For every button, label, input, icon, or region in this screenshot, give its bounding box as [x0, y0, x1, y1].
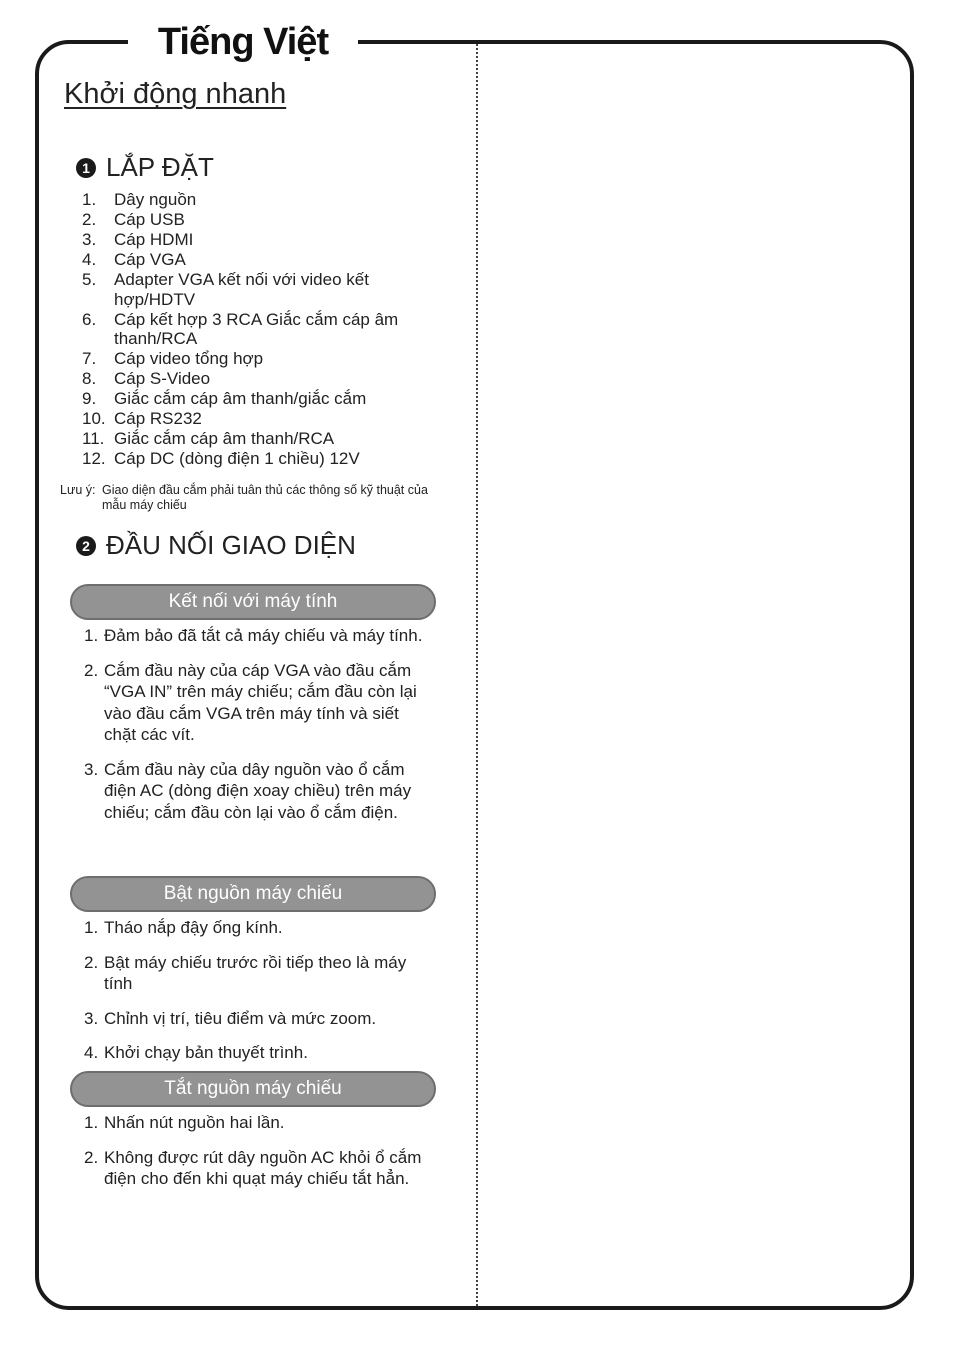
section-heading-interface: [76, 530, 356, 561]
page-heading: Khởi động nhanh: [64, 78, 287, 110]
list-item: 1. Tháo nắp đậy ống kính.: [84, 918, 283, 937]
list-item: 1. Nhấn nút nguồn hai lần.: [84, 1113, 285, 1132]
group-header-power-off: Tắt nguồn máy chiếu: [70, 1071, 436, 1107]
list-item: 2. Cáp USB: [82, 210, 185, 229]
list-item: 3. Chỉnh vị trí, tiêu điểm và mức zoom.: [84, 1008, 377, 1028]
cable-list: [82, 190, 452, 469]
list-item: 10. Cáp RS232: [82, 409, 202, 428]
note-label: Lưu ý:: [60, 483, 96, 497]
list-item: 6. Cáp kết hợp 3 RCA Giắc cắm cáp âm thanh/RCA: [82, 309, 399, 348]
list-item: 3. Cáp HDMI: [82, 230, 194, 249]
installation-note: [60, 483, 450, 513]
list-item: 7. Cáp video tổng hợp: [82, 349, 264, 368]
column-divider: [476, 44, 478, 1306]
steps-power-off: [84, 1112, 434, 1203]
section-title: ĐẦU NỐI GIAO DIỆN: [106, 530, 356, 560]
list-item: 12. Cáp DC (dòng điện 1 chiều) 12V: [82, 449, 360, 468]
list-item: 2. Không được rút dây nguồn AC khỏi ổ cắm điện cho đến khi quạt máy chiếu tắt hẳn.: [84, 1147, 422, 1188]
list-item: 3. Cắm đầu này của dây nguồn vào ổ cắm điện AC (dòng điện xoay chiều) trên máy chiếu; cắm đầu còn lại vào ổ cắm điện.: [84, 759, 412, 822]
list-item: 4. Khởi chạy bản thuyết trình.: [84, 1043, 308, 1062]
section-title: LẮP ĐẶT: [106, 152, 214, 182]
group-header-connect-computer: Kết nối với máy tính: [70, 584, 436, 620]
list-item: 2. Cắm đầu này của cáp VGA vào đầu cắm “VGA IN” trên máy chiếu; cắm đầu còn lại vào đầu cắm VGA trên máy tính và siết chặt các vít.: [84, 660, 417, 744]
list-item: 11. Giắc cắm cáp âm thanh/RCA: [82, 429, 335, 448]
list-item: 8. Cáp S-Video: [82, 369, 211, 388]
list-item: 2. Bật máy chiếu trước rồi tiếp theo là máy tính: [84, 952, 407, 993]
list-item: 1. Đảm bảo đã tắt cả máy chiếu và máy tính.: [84, 626, 423, 645]
section-heading-installation: [76, 152, 214, 183]
language-title: Tiếng Việt: [128, 14, 358, 70]
list-item: 5. Adapter VGA kết nối với video kết hợp/HDTV: [82, 270, 369, 309]
list-item: 9. Giắc cắm cáp âm thanh/giắc cắm: [82, 389, 367, 408]
number-badge-icon: 1: [76, 158, 96, 178]
steps-connect-computer: [84, 625, 434, 836]
list-item: 1. Dây nguồn: [82, 190, 197, 209]
steps-power-on: [84, 917, 434, 1077]
list-item: 4. Cáp VGA: [82, 250, 186, 269]
number-badge-icon: 2: [76, 536, 96, 556]
note-text: Giao diện đầu cắm phải tuân thủ các thông số kỹ thuật của mẫu máy chiếu: [102, 483, 428, 512]
group-header-power-on: Bật nguồn máy chiếu: [70, 876, 436, 912]
